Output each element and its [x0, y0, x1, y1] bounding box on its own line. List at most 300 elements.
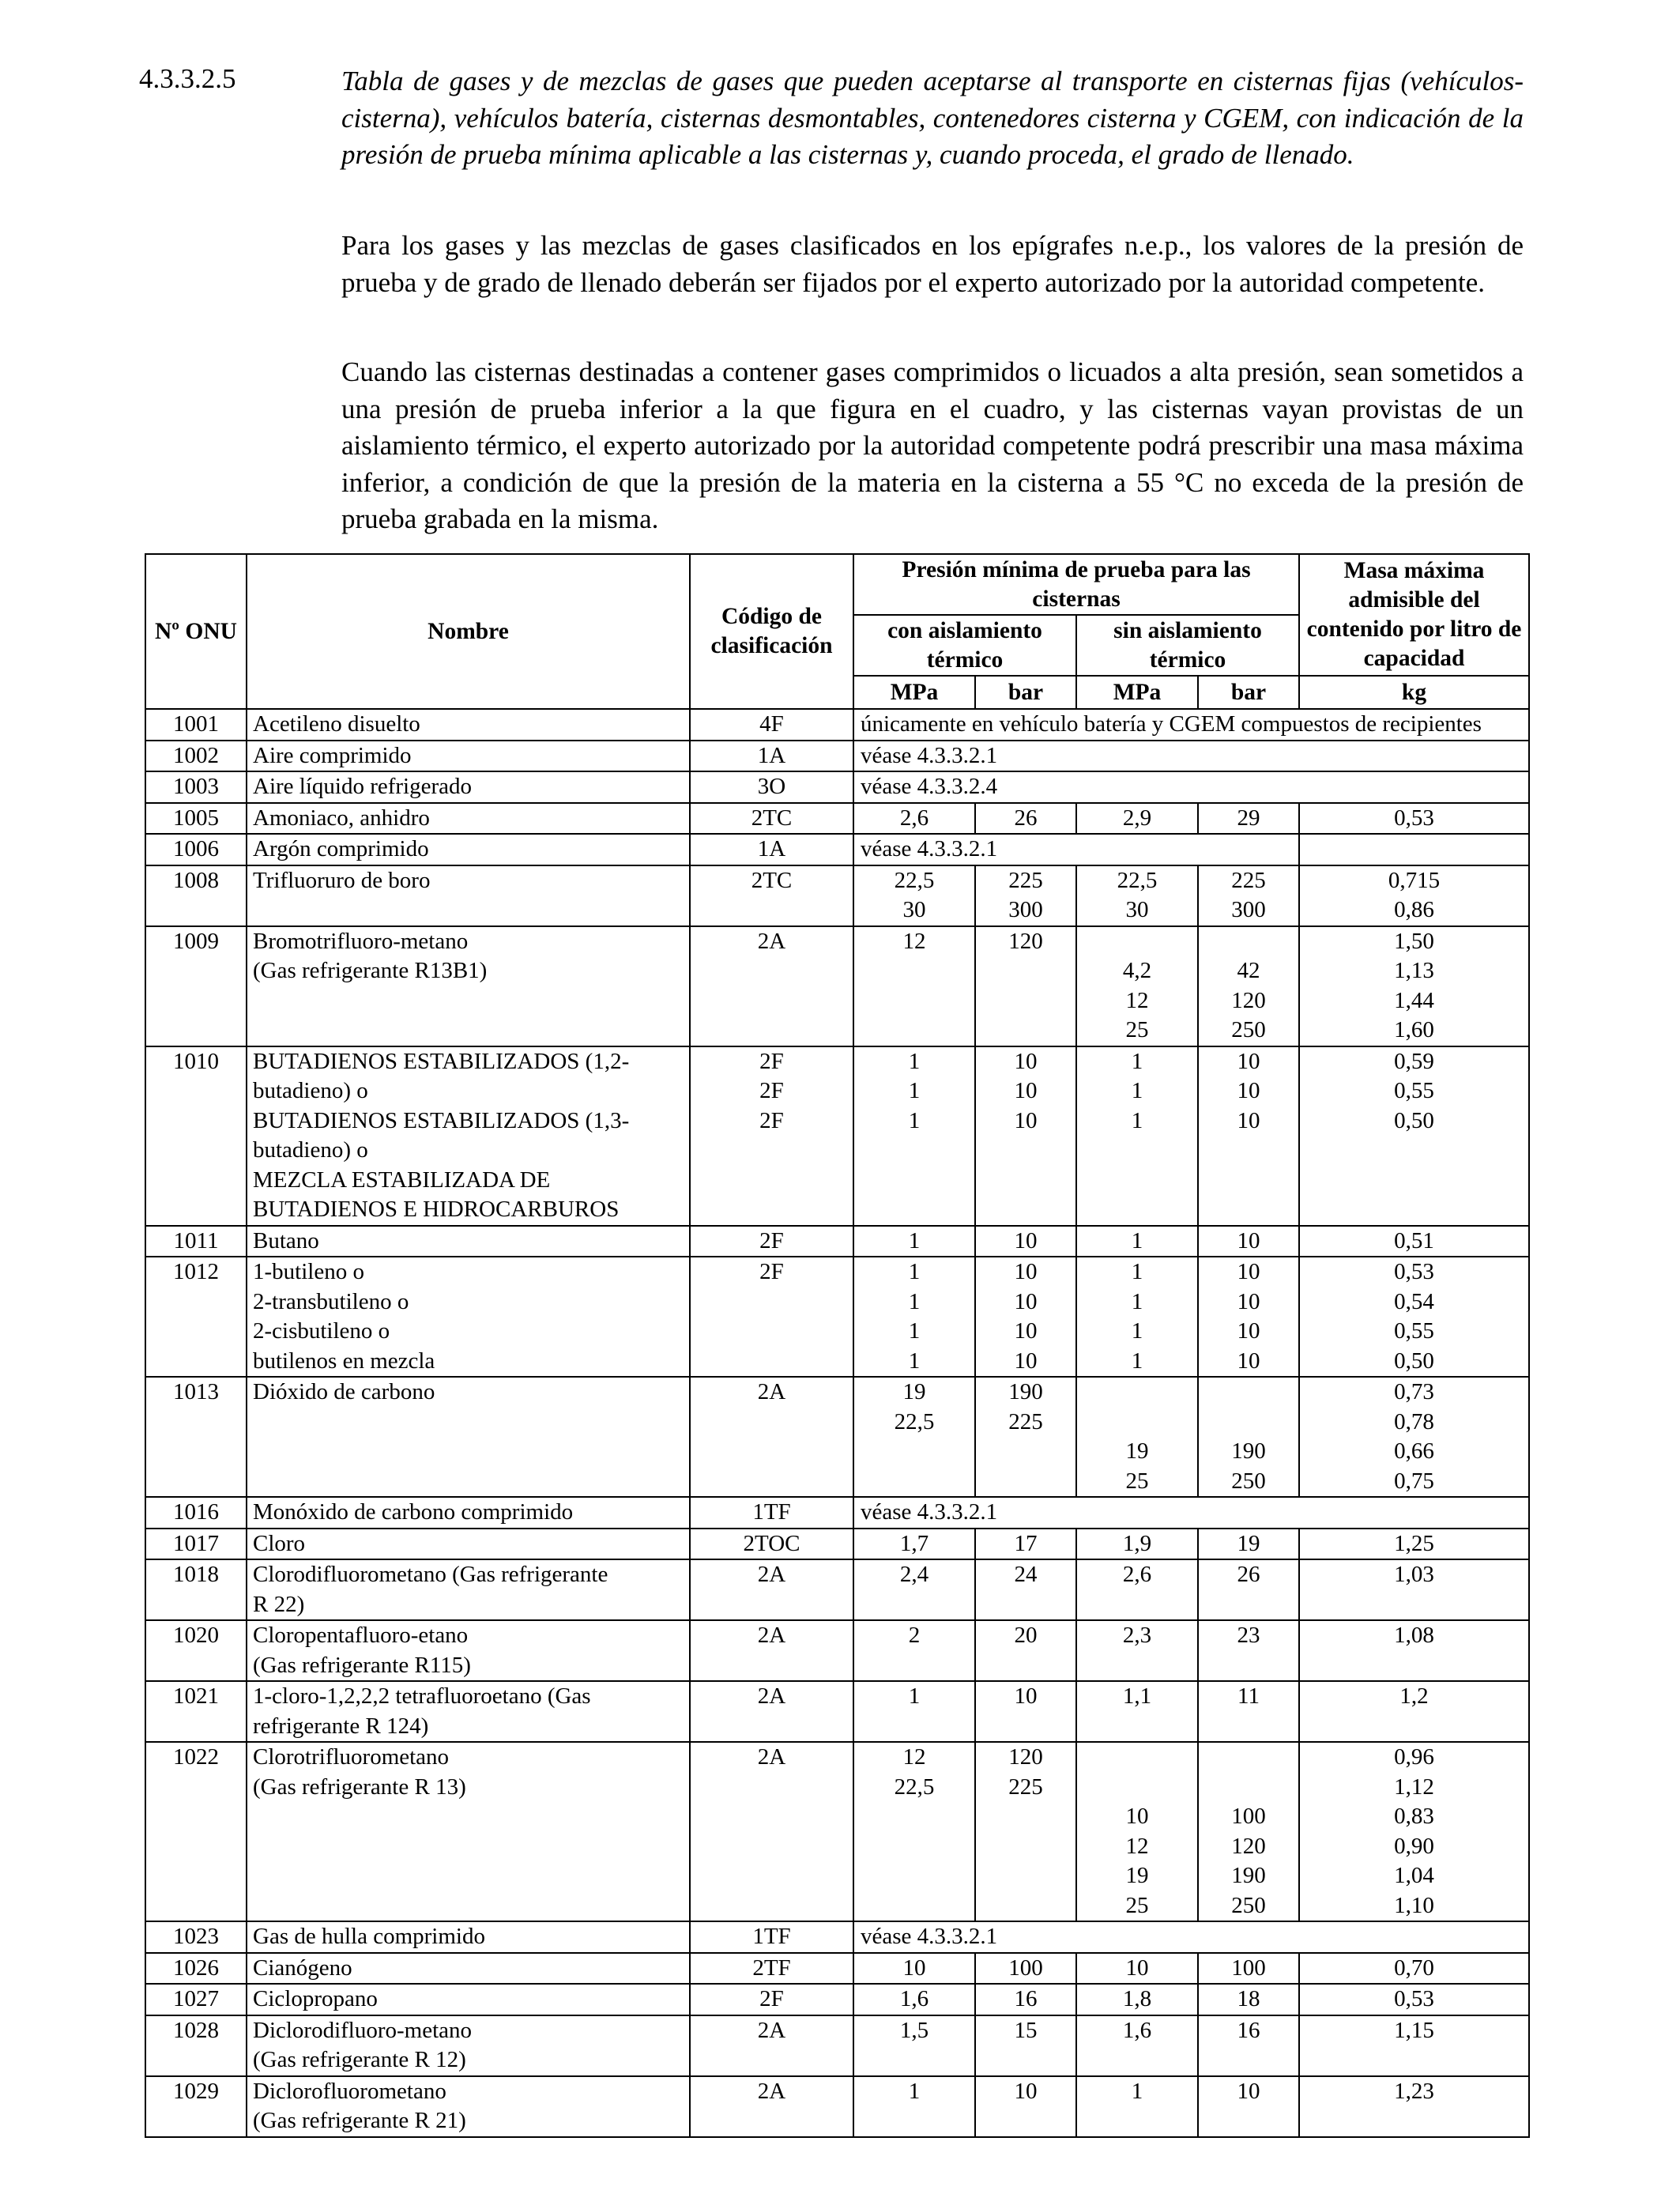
cell-con-bar-line: 300	[1008, 897, 1043, 922]
cell-codigo	[690, 865, 853, 926]
cell-nombre-line: 2-cisbutileno o	[253, 1318, 390, 1344]
cell-sin-mpa-line: 22,5	[1117, 867, 1158, 893]
table-row	[145, 1377, 1529, 1497]
cell-nombre-line: 1-cloro-1,2,2,2 tetrafluoroetano (Gas	[253, 1683, 591, 1709]
cell-sin-mpa-line: 19	[1125, 1438, 1149, 1464]
cell-con-mpa	[853, 1984, 975, 2015]
cell-con-bar-line: 24	[1014, 1562, 1038, 1587]
cell-kg-line: 0,78	[1394, 1408, 1434, 1434]
cell-con-mpa-line: 1	[908, 1107, 921, 1133]
cell-sin-bar	[1198, 1681, 1299, 1742]
cell-kg	[1299, 1529, 1529, 1560]
cell-nombre	[247, 1529, 690, 1560]
cell-sin-mpa-line	[1081, 1773, 1193, 1803]
cell-con-bar	[975, 1377, 1076, 1497]
cell-con-bar	[975, 1742, 1076, 1921]
cell-sin-mpa	[1076, 1046, 1198, 1226]
table-row	[145, 1984, 1529, 2015]
cell-kg-line: 0,83	[1394, 1804, 1434, 1829]
table-row	[145, 803, 1529, 835]
table-row	[145, 771, 1529, 803]
cell-con-mpa	[853, 1620, 975, 1681]
cell-kg-line: 1,44	[1394, 987, 1434, 1013]
cell-onu: 1013	[145, 1377, 247, 1497]
cell-kg-line: 0,55	[1394, 1318, 1434, 1344]
cell-codigo-line: 3O	[757, 774, 786, 799]
cell-sin-mpa	[1076, 803, 1198, 835]
cell-nombre-line: Clorodifluorometano (Gas refrigerante	[253, 1562, 608, 1587]
cell-sin-bar	[1198, 1377, 1299, 1497]
cell-sin-mpa-line: 1,8	[1122, 1986, 1152, 2011]
cell-codigo-line: 2TC	[751, 867, 793, 893]
cell-kg-line: 0,66	[1394, 1438, 1434, 1464]
cell-sin-mpa-line: 10	[1125, 1804, 1149, 1829]
cell-note: véase 4.3.3.2.1	[853, 1497, 1529, 1529]
cell-sin-bar-line	[1203, 1743, 1294, 1773]
cell-sin-mpa-line: 30	[1125, 897, 1149, 922]
cell-sin-bar	[1198, 926, 1299, 1046]
cell-nombre-line: (Gas refrigerante R13B1)	[253, 958, 488, 983]
cell-nombre	[247, 2015, 690, 2076]
cell-sin-mpa-line: 1	[1131, 1288, 1143, 1314]
cell-codigo	[690, 1559, 853, 1620]
cell-sin-bar-line: 225	[1231, 867, 1266, 893]
cell-codigo-line: 2TOC	[743, 1530, 800, 1556]
cell-sin-bar	[1198, 803, 1299, 835]
section-number: 4.3.3.2.5	[139, 63, 236, 94]
cell-codigo-line: 2A	[757, 1683, 786, 1709]
cell-con-bar-line: 15	[1014, 2017, 1038, 2043]
cell-nombre-line: BUTADIENOS ESTABILIZADOS (1,3-	[253, 1107, 630, 1133]
cell-con-mpa	[853, 1529, 975, 1560]
cell-con-mpa	[853, 1953, 975, 1985]
cell-kg-line	[1304, 835, 1524, 865]
cell-sin-mpa-line: 25	[1125, 1468, 1149, 1494]
cell-kg	[1299, 1620, 1529, 1681]
cell-con-mpa	[853, 1681, 975, 1742]
cell-nombre-line: (Gas refrigerante R 12)	[253, 2047, 466, 2072]
cell-sin-mpa-line	[1081, 1378, 1193, 1408]
cell-con-bar	[975, 1529, 1076, 1560]
cell-sin-mpa-line: 19	[1125, 1863, 1149, 1888]
header-bar-sin: bar	[1198, 676, 1299, 709]
cell-codigo	[690, 1742, 853, 1921]
cell-con-bar-line: 190	[1008, 1379, 1043, 1404]
cell-codigo	[690, 1921, 853, 1953]
cell-kg-line: 0,50	[1394, 1107, 1434, 1133]
cell-con-mpa	[853, 865, 975, 926]
cell-onu: 1018	[145, 1559, 247, 1620]
cell-sin-bar-line: 23	[1237, 1623, 1260, 1648]
cell-con-bar-line: 120	[1008, 1744, 1043, 1770]
cell-sin-bar	[1198, 1257, 1299, 1377]
cell-nombre-line: Monóxido de carbono comprimido	[253, 1499, 574, 1525]
table-body	[145, 709, 1529, 2137]
cell-nombre-line: (Gas refrigerante R115)	[253, 1652, 471, 1678]
cell-sin-bar	[1198, 1742, 1299, 1921]
paragraph-nep: Para los gases y las mezclas de gases clasificados en los epígrafes n.e.p., los valores de la presión de prueba y de grado de llenado deberán ser fijados por el experto autorizado por la autoridad competente.	[341, 230, 1524, 298]
cell-nombre	[247, 1953, 690, 1985]
cell-codigo-line: 2A	[757, 1379, 786, 1404]
cell-codigo	[690, 1953, 853, 1985]
cell-nombre-line: 2-transbutileno o	[253, 1288, 409, 1314]
cell-nombre	[247, 709, 690, 741]
cell-con-bar	[975, 1620, 1076, 1681]
cell-nombre	[247, 771, 690, 803]
cell-nombre-line: Diclorodifluoro-metano	[253, 2017, 473, 2043]
cell-con-bar	[975, 2076, 1076, 2137]
cell-sin-bar-line: 10	[1237, 1107, 1260, 1133]
cell-con-mpa	[853, 1377, 975, 1497]
header-mpa-sin: MPa	[1076, 676, 1198, 709]
cell-con-bar-line: 20	[1014, 1623, 1038, 1648]
cell-sin-bar-line: 190	[1231, 1438, 1266, 1464]
cell-con-bar	[975, 865, 1076, 926]
cell-con-mpa-line: 1	[908, 1288, 921, 1314]
cell-sin-mpa-line: 25	[1125, 1892, 1149, 1918]
header-codigo: Código de clasificación	[690, 554, 853, 709]
cell-nombre-line: butadieno) o	[253, 1137, 368, 1163]
cell-kg-line: 1,04	[1394, 1863, 1434, 1888]
cell-con-bar-line: 10	[1014, 1078, 1038, 1103]
table-row	[145, 1257, 1529, 1377]
cell-sin-mpa	[1076, 1529, 1198, 1560]
cell-kg-line: 1,03	[1394, 1562, 1434, 1587]
cell-sin-bar-line: 10	[1237, 1048, 1260, 1074]
cell-kg-line: 0,70	[1394, 1955, 1434, 1981]
table-row	[145, 2015, 1529, 2076]
cell-con-mpa-line: 1,5	[899, 2017, 929, 2043]
cell-sin-bar-line	[1203, 1773, 1294, 1803]
cell-kg	[1299, 1984, 1529, 2015]
cell-codigo	[690, 803, 853, 835]
cell-con-mpa	[853, 803, 975, 835]
cell-codigo-line: 2A	[757, 928, 786, 954]
cell-kg	[1299, 1742, 1529, 1921]
cell-sin-bar-line	[1203, 1408, 1294, 1438]
cell-onu: 1011	[145, 1226, 247, 1257]
cell-sin-mpa-line	[1081, 927, 1193, 957]
cell-codigo-line: 2F	[759, 1259, 784, 1284]
cell-codigo-line: 2F	[759, 1227, 784, 1253]
table-row	[145, 1921, 1529, 1953]
cell-kg	[1299, 926, 1529, 1046]
cell-kg-line: 1,2	[1399, 1683, 1429, 1709]
cell-con-mpa	[853, 1226, 975, 1257]
cell-nombre-line: Aire comprimido	[253, 742, 412, 768]
cell-sin-mpa	[1076, 2015, 1198, 2076]
cell-kg	[1299, 1953, 1529, 1985]
cell-con-bar-line: 225	[1008, 1408, 1043, 1434]
cell-con-mpa-line: 12	[902, 1744, 926, 1770]
cell-codigo-line: 2F	[759, 1078, 784, 1103]
cell-nombre-line: BUTADIENOS E HIDROCARBUROS	[253, 1197, 620, 1222]
cell-note: véase 4.3.3.2.4	[853, 771, 1529, 803]
cell-sin-mpa-line: 12	[1125, 987, 1149, 1013]
cell-sin-bar-line: 100	[1231, 1955, 1266, 1981]
cell-con-bar-line: 10	[1014, 1048, 1038, 1074]
table-row	[145, 1046, 1529, 1226]
cell-sin-mpa-line: 1	[1131, 1048, 1143, 1074]
cell-nombre	[247, 1046, 690, 1226]
cell-sin-bar-line: 100	[1231, 1804, 1266, 1829]
cell-sin-bar-line: 26	[1237, 1562, 1260, 1587]
cell-nombre	[247, 1620, 690, 1681]
cell-nombre	[247, 1921, 690, 1953]
cell-nombre	[247, 803, 690, 835]
cell-nombre-line: Cianógeno	[253, 1955, 352, 1981]
table-row	[145, 1681, 1529, 1742]
cell-onu: 1002	[145, 741, 247, 772]
cell-nombre	[247, 834, 690, 865]
cell-con-bar-line: 10	[1014, 1227, 1038, 1253]
cell-kg-line: 1,08	[1394, 1623, 1434, 1648]
cell-nombre-line: Aire líquido refrigerado	[253, 774, 473, 799]
cell-onu: 1005	[145, 803, 247, 835]
cell-sin-bar-line	[1203, 927, 1294, 957]
cell-sin-bar-line: 120	[1231, 987, 1266, 1013]
header-kg: kg	[1299, 676, 1529, 709]
table-row	[145, 1953, 1529, 1985]
header-nombre: Nombre	[247, 554, 690, 709]
cell-onu: 1029	[145, 2076, 247, 2137]
table-row	[145, 865, 1529, 926]
cell-sin-mpa	[1076, 1742, 1198, 1921]
cell-nombre-line: Butano	[253, 1227, 319, 1253]
cell-con-mpa	[853, 1257, 975, 1377]
cell-nombre	[247, 1497, 690, 1529]
cell-nombre	[247, 1226, 690, 1257]
cell-sin-bar	[1198, 1046, 1299, 1226]
cell-nombre	[247, 926, 690, 1046]
cell-codigo-line: 2TC	[751, 805, 793, 831]
cell-con-bar-line: 10	[1014, 1318, 1038, 1344]
cell-con-mpa	[853, 2076, 975, 2137]
cell-con-mpa-line: 1	[908, 1348, 921, 1374]
cell-kg-line: 0,55	[1394, 1078, 1434, 1103]
cell-kg	[1299, 834, 1529, 865]
cell-codigo-line: 2A	[757, 1562, 786, 1587]
cell-nombre	[247, 1742, 690, 1921]
cell-kg-line: 1,60	[1394, 1017, 1434, 1042]
cell-sin-bar-line: 10	[1237, 1078, 1260, 1103]
cell-note: véase 4.3.3.2.1	[853, 741, 1529, 772]
table-row	[145, 1559, 1529, 1620]
table-row	[145, 1226, 1529, 1257]
cell-con-bar	[975, 1984, 1076, 2015]
cell-kg-line: 1,13	[1394, 958, 1434, 983]
cell-kg-line: 1,12	[1394, 1774, 1434, 1800]
cell-sin-mpa	[1076, 2076, 1198, 2137]
cell-con-bar-line: 10	[1014, 1288, 1038, 1314]
cell-onu: 1023	[145, 1921, 247, 1953]
table-row	[145, 2076, 1529, 2137]
cell-con-mpa-line: 30	[902, 897, 926, 922]
cell-codigo	[690, 709, 853, 741]
cell-sin-bar-line: 120	[1231, 1833, 1266, 1859]
cell-codigo-line: 1A	[757, 836, 786, 861]
cell-con-bar	[975, 803, 1076, 835]
cell-con-mpa	[853, 1559, 975, 1620]
cell-nombre-line: BUTADIENOS ESTABILIZADOS (1,2-	[253, 1048, 630, 1074]
table-row	[145, 1620, 1529, 1681]
cell-sin-mpa-line: 1,6	[1122, 2017, 1152, 2043]
cell-nombre-line: refrigerante R 124)	[253, 1713, 429, 1739]
cell-sin-bar-line: 10	[1237, 1259, 1260, 1284]
cell-codigo	[690, 771, 853, 803]
cell-nombre	[247, 741, 690, 772]
cell-sin-mpa-line: 1,9	[1122, 1530, 1152, 1556]
cell-nombre	[247, 865, 690, 926]
cell-sin-bar	[1198, 1529, 1299, 1560]
cell-kg-line: 0,53	[1394, 1986, 1434, 2011]
cell-con-bar	[975, 1226, 1076, 1257]
cell-con-bar-line: 10	[1014, 1107, 1038, 1133]
cell-nombre-line: 1-butileno o	[253, 1259, 364, 1284]
cell-con-mpa-line: 1,6	[899, 1986, 929, 2011]
table-row	[145, 926, 1529, 1046]
cell-sin-mpa-line: 1	[1131, 1259, 1143, 1284]
cell-sin-bar-line: 16	[1237, 2017, 1260, 2043]
cell-onu: 1017	[145, 1529, 247, 1560]
cell-sin-mpa-line: 2,9	[1122, 805, 1152, 831]
cell-sin-mpa-line: 2,3	[1122, 1623, 1152, 1648]
cell-onu: 1021	[145, 1681, 247, 1742]
cell-note: véase 4.3.3.2.1	[853, 1921, 1529, 1953]
cell-kg-line: 0,53	[1394, 805, 1434, 831]
cell-sin-bar-line: 300	[1231, 897, 1266, 922]
cell-codigo	[690, 1377, 853, 1497]
cell-con-mpa-line: 22,5	[894, 1774, 935, 1800]
table-row	[145, 741, 1529, 772]
cell-nombre	[247, 1984, 690, 2015]
cell-con-mpa-line: 2,6	[899, 805, 929, 831]
cell-con-bar-line: 10	[1014, 1683, 1038, 1709]
cell-kg	[1299, 1226, 1529, 1257]
cell-codigo-line: 2A	[757, 1623, 786, 1648]
cell-codigo	[690, 2015, 853, 2076]
cell-codigo	[690, 1529, 853, 1560]
cell-kg	[1299, 865, 1529, 926]
cell-con-mpa-line: 1	[908, 1048, 921, 1074]
cell-nombre-line: butilenos en mezcla	[253, 1348, 435, 1374]
header-mpa-con: MPa	[853, 676, 975, 709]
cell-kg-line: 0,53	[1394, 1259, 1434, 1284]
cell-nombre-line: Acetileno disuelto	[253, 711, 420, 737]
cell-kg-line: 0,54	[1394, 1288, 1434, 1314]
cell-con-mpa	[853, 926, 975, 1046]
cell-kg-line: 0,96	[1394, 1744, 1434, 1770]
cell-con-mpa-line: 12	[902, 928, 926, 954]
cell-onu: 1003	[145, 771, 247, 803]
cell-nombre-line: Ciclopropano	[253, 1986, 378, 2011]
cell-codigo-line: 1TF	[752, 1924, 791, 1949]
cell-sin-bar	[1198, 865, 1299, 926]
cell-note: véase 4.3.3.2.1	[853, 834, 1299, 865]
cell-sin-mpa	[1076, 1226, 1198, 1257]
cell-con-mpa-line: 22,5	[894, 1408, 935, 1434]
cell-nombre-line: Argón comprimido	[253, 836, 429, 861]
cell-con-bar-line: 10	[1014, 2078, 1038, 2104]
cell-codigo-line: 2F	[759, 1048, 784, 1074]
cell-codigo	[690, 926, 853, 1046]
cell-nombre	[247, 1681, 690, 1742]
cell-nombre-line: Dióxido de carbono	[253, 1379, 435, 1404]
cell-onu: 1012	[145, 1257, 247, 1377]
cell-sin-bar-line: 10	[1237, 2078, 1260, 2104]
cell-onu: 1016	[145, 1497, 247, 1529]
cell-nombre-line: Diclorofluorometano	[253, 2078, 446, 2104]
cell-con-mpa-line: 2,4	[899, 1562, 929, 1587]
cell-kg-line: 0,59	[1394, 1048, 1434, 1074]
cell-con-bar-line: 26	[1014, 805, 1038, 831]
cell-sin-mpa-line	[1081, 1408, 1193, 1438]
cell-con-mpa	[853, 1742, 975, 1921]
cell-nombre-line: MEZCLA ESTABILIZADA DE	[253, 1167, 551, 1193]
cell-con-mpa-line: 19	[902, 1379, 926, 1404]
cell-nombre	[247, 1559, 690, 1620]
cell-onu: 1026	[145, 1953, 247, 1985]
cell-sin-mpa-line: 1,1	[1122, 1683, 1152, 1709]
cell-nombre-line: (Gas refrigerante R 13)	[253, 1774, 466, 1800]
cell-nombre-line: butadieno) o	[253, 1078, 368, 1103]
cell-sin-bar	[1198, 1559, 1299, 1620]
cell-kg-line: 0,86	[1394, 897, 1434, 922]
cell-codigo	[690, 1257, 853, 1377]
cell-sin-bar-line: 19	[1237, 1530, 1260, 1556]
cell-codigo-line: 2A	[757, 2078, 786, 2104]
cell-codigo-line: 2F	[759, 1986, 784, 2011]
cell-sin-bar-line: 29	[1237, 805, 1260, 831]
cell-sin-bar-line: 10	[1237, 1318, 1260, 1344]
cell-sin-mpa-line	[1081, 1743, 1193, 1773]
cell-sin-bar-line	[1203, 1378, 1294, 1408]
cell-sin-mpa	[1076, 1953, 1198, 1985]
cell-sin-bar-line: 11	[1237, 1683, 1260, 1709]
cell-onu: 1027	[145, 1984, 247, 2015]
cell-con-mpa-line: 1	[908, 2078, 921, 2104]
cell-sin-bar-line: 10	[1237, 1288, 1260, 1314]
cell-sin-bar-line: 10	[1237, 1227, 1260, 1253]
cell-sin-mpa	[1076, 1559, 1198, 1620]
cell-nombre-line: Clorotrifluorometano	[253, 1744, 450, 1770]
cell-con-bar	[975, 926, 1076, 1046]
cell-sin-bar-line: 250	[1231, 1468, 1266, 1494]
cell-codigo	[690, 1497, 853, 1529]
cell-kg-line: 0,90	[1394, 1833, 1434, 1859]
table-row	[145, 1497, 1529, 1529]
cell-codigo	[690, 1046, 853, 1226]
cell-codigo-line: 2TF	[752, 1955, 791, 1981]
cell-sin-mpa-line: 1	[1131, 1078, 1143, 1103]
cell-codigo-line: 2F	[759, 1107, 784, 1133]
cell-sin-bar	[1198, 1953, 1299, 1985]
cell-sin-mpa-line: 12	[1125, 1833, 1149, 1859]
cell-codigo	[690, 2076, 853, 2137]
cell-sin-mpa-line: 1	[1131, 2078, 1143, 2104]
cell-con-mpa-line: 1	[908, 1683, 921, 1709]
cell-kg	[1299, 1681, 1529, 1742]
header-con-aislamiento: con aislamiento térmico	[853, 615, 1076, 676]
cell-sin-mpa	[1076, 1681, 1198, 1742]
cell-con-mpa-line: 22,5	[894, 867, 935, 893]
section-title: Tabla de gases y de mezclas de gases que pueden aceptarse al transporte en cisternas fijas (vehículos-cisterna), vehículos batería, cisternas desmontables, contenedores cisterna y CGEM, con indicación de la presión de prueba mínima aplicable a las cisternas y, cuando proceda, el grado de llenado.	[341, 66, 1524, 170]
cell-codigo	[690, 1226, 853, 1257]
cell-con-mpa	[853, 2015, 975, 2076]
cell-kg	[1299, 1257, 1529, 1377]
cell-sin-bar	[1198, 2076, 1299, 2137]
cell-onu: 1020	[145, 1620, 247, 1681]
